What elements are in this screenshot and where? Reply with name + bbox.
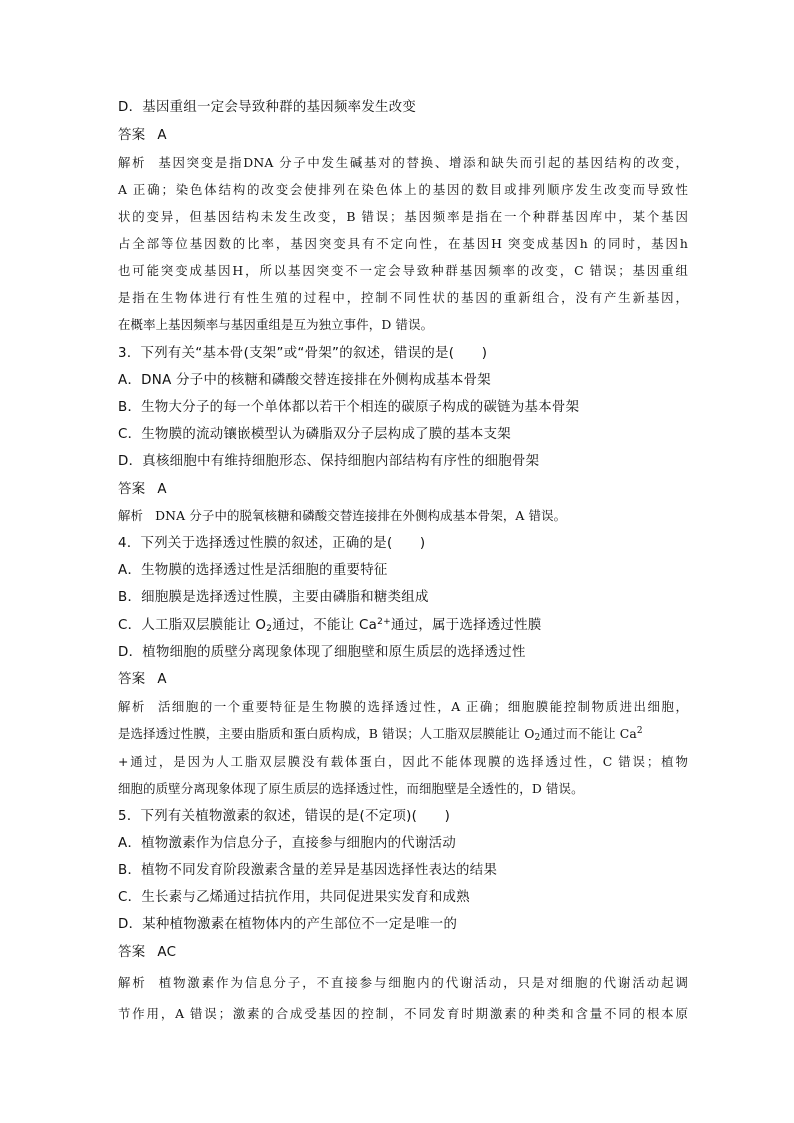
q4-analysis-line-1 [118,697,688,715]
q2-answer [118,124,688,143]
q5-analysis-line-1 [118,973,688,991]
analysis-text: 是选择透过性膜，主要由脂质和蛋白质构成，B 错误；人工脂双层膜能让 O [118,726,535,741]
option-c-text-2: 通过，不能让 Ca [272,618,378,633]
q2-analysis-line-4: 占全部等位基因数的比率，基因突变具有不定向性，在基因H 突变成基因h 的同时，基因h [118,236,688,251]
superscript: 2+ [377,617,392,627]
q2-option-d: D．基因重组一定会导致种群的基因频率发生改变 [118,100,417,115]
q3-stem: 3．下列有关“基本骨(支架”或“骨架”的叙述，错误的是( ) [118,346,488,361]
q3-analysis [118,506,688,524]
q5-option-c: C．生长素与乙烯通过拮抗作用，共同促进果实发育和成熟 [118,890,470,905]
q2-analysis-line-6: 是指在生物体进行有性生殖的过程中，控制不同性状的基因的重新组合，没有产生新基因， [118,290,688,305]
q5-option-b: B．植物不同发育阶段激素含量的差异是基因选择性表达的结果 [118,863,498,878]
subscript: 2 [534,733,541,743]
q2-analysis-line-5: 也可能突变成基因H，所以基因突变不一定会导致种群基因频率的改变，C 错误；基因重组 [118,263,688,278]
q2-analysis-line-7: 在概率上基因频率与基因重组是互为独立事件，D 错误。 [118,317,434,332]
q5-stem: 5．下列有关植物激素的叙述，错误的是(不定项)( ) [118,809,451,824]
q3-answer [118,478,688,497]
analysis-text: 植物激素作为信息分子，不直接参与细胞内的代谢活动，只是对细胞的代谢活动起调 [158,975,688,990]
q5-analysis-line-2: 节作用，A 错误；激素的合成受基因的控制，不同发育时期激素的种类和含量不同的根本原 [118,1006,688,1021]
analysis-text: 通过而不能让 Ca [540,726,637,741]
q3-option-a: A．DNA 分子中的核糖和磷酸交替连接排在外侧构成基本骨架 [118,373,491,388]
q5-option-d: D．某种植物激素在植物体内的产生部位不一定是唯一的 [118,917,458,932]
answer-value: A [157,482,167,497]
q4-stem: 4．下列关于选择透过性膜的叙述，正确的是( ) [118,536,426,551]
q4-option-b: B．细胞膜是选择透过性膜，主要由磷脂和糖类组成 [118,590,429,605]
answer-label: 答案 [118,128,146,143]
superscript: 2 [636,726,643,736]
q4-answer [118,668,688,687]
q3-option-b: B．生物大分子的每一个单体都以若干个相连的碳原子构成的碳链为基本骨架 [118,400,580,415]
q4-option-a: A．生物膜的选择透过性是活细胞的重要特征 [118,563,388,578]
q5-option-a: A．植物激素作为信息分子，直接参与细胞内的代谢活动 [118,836,457,851]
analysis-text: 基因突变是指DNA 分子中发生碱基对的替换、增添和缺失而引起的基因结构的改变， [158,155,688,170]
q4-option-c [118,614,688,634]
q2-analysis-line-1 [118,153,688,171]
option-c-text-3: 通过，属于选择透过性膜 [391,618,542,633]
analysis-text: 活细胞的一个重要特征是生物膜的选择透过性，A 正确；细胞膜能控制物质进出细胞， [157,699,688,714]
q2-analysis-line-2: A 正确；染色体结构的改变会使排列在染色体上的基因的数目或排列顺序发生改变而导致性 [118,182,688,197]
answer-label: 答案 [118,672,146,687]
analysis-label: 解析 [118,155,147,170]
q4-analysis-line-2 [118,724,688,743]
q4-analysis-line-3: +通过，是因为人工脂双层膜没有载体蛋白，因此不能体现膜的选择透过性，C 错误；植物 [118,754,688,769]
answer-value: A [157,128,167,143]
q3-option-c: C．生物膜的流动镶嵌模型认为磷脂双分子层构成了膜的基本支架 [118,427,511,442]
option-c-text-1: C．人工脂双层膜能让 O [118,618,267,633]
q5-answer [118,941,688,960]
q4-option-d: D．植物细胞的质壁分离现象体现了细胞壁和原生质层的选择透过性 [118,645,526,660]
subscript: 2 [266,624,273,634]
answer-value: AC [157,945,177,960]
analysis-text: DNA 分子中的脱氧核糖和磷酸交替连接排在外侧构成基本骨架，A 错误。 [155,508,567,523]
q4-analysis-line-4: 细胞的质壁分离现象体现了原生质层的选择透过性，而细胞壁是全透性的，D 错误。 [118,781,584,796]
answer-label: 答案 [118,945,146,960]
answer-label: 答案 [118,482,146,497]
q2-analysis-line-3: 状的变异，但基因结构未发生改变，B 错误；基因频率是指在一个种群基因库中，某个基因 [118,209,688,224]
q3-option-d: D．真核细胞中有维持细胞形态、保持细胞内部结构有序性的细胞骨架 [118,454,540,469]
analysis-label: 解析 [118,508,144,523]
analysis-label: 解析 [118,699,146,714]
answer-value: A [157,672,167,687]
analysis-label: 解析 [118,975,147,990]
